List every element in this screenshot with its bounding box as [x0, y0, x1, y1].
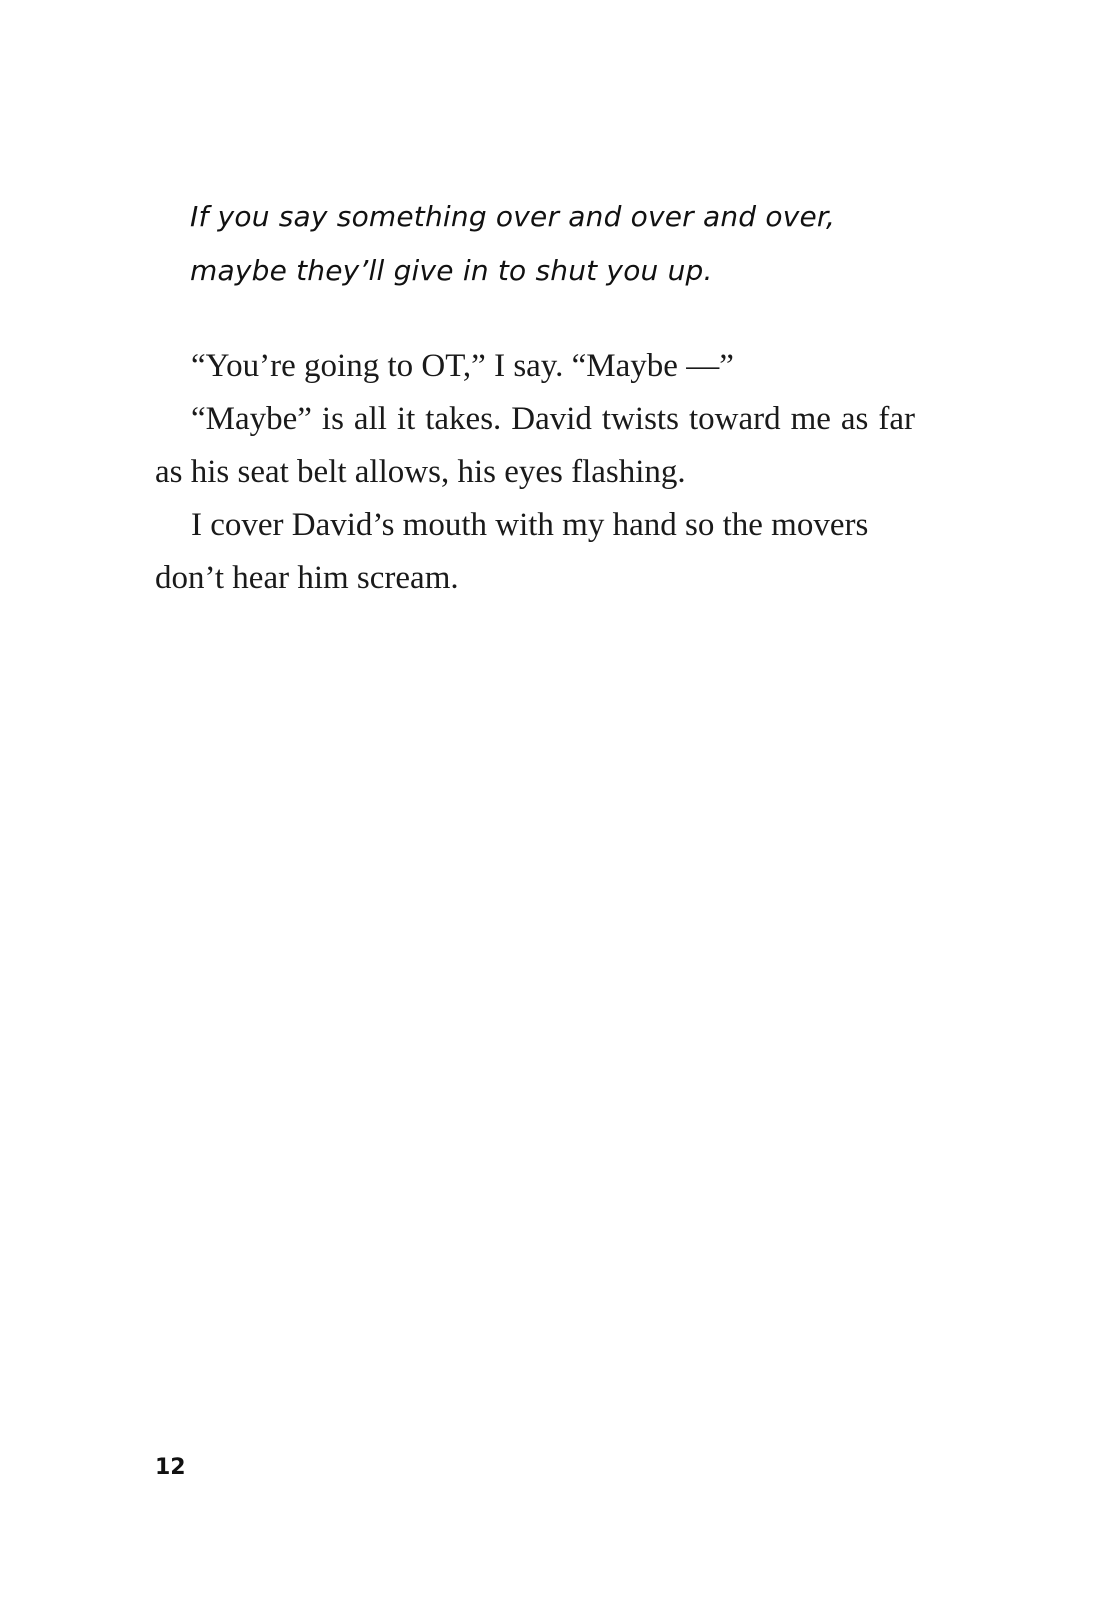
- paragraph: “Maybe” is all it takes. David twists toward me as far as his seat belt allows, his eyes flashing.: [155, 401, 915, 490]
- handwritten-rule-note: If you say something over and over and over, maybe they’ll give in to shut you up.: [190, 200, 836, 287]
- story-text: [155, 340, 915, 605]
- paragraph: I cover David’s mouth with my hand so the movers don’t hear him scream.: [155, 507, 869, 596]
- paragraph: “You’re going to OT,” I say. “Maybe —”: [191, 348, 734, 384]
- page-number: 12: [155, 1455, 186, 1480]
